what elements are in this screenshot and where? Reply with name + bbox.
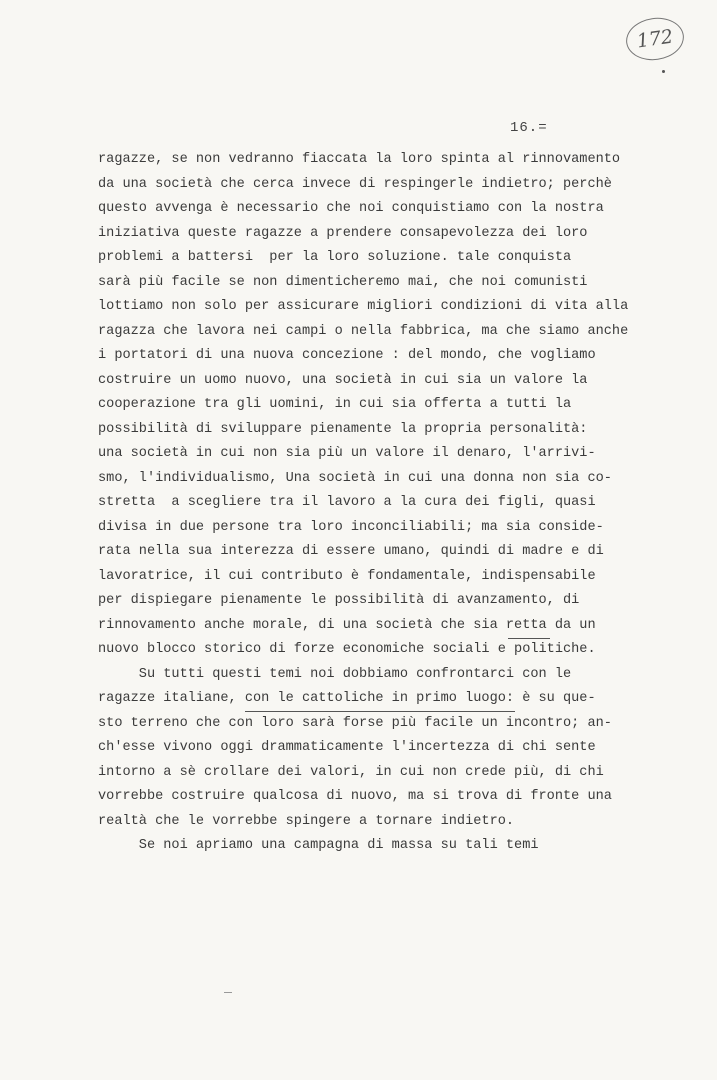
- text-line: i portatori di una nuova concezione : del mondo, che vogliamo: [98, 348, 596, 363]
- text-line: Se noi apriamo una campagna di massa su tali temi: [98, 838, 539, 853]
- ink-mark: [662, 70, 665, 73]
- text-line: vorrebbe costruire qualcosa di nuovo, ma si trova di fronte una: [98, 789, 612, 804]
- archive-stamp: [623, 14, 686, 64]
- archive-stamp-number: 172: [635, 25, 675, 53]
- text-line: rinnovamento anche morale, di una società che sia retta da un: [98, 617, 596, 633]
- text-line: per dispiegare pienamente le possibilità di avanzamento, di: [98, 593, 580, 608]
- underline-retta: [508, 638, 550, 639]
- text-line: iniziativa queste ragazze a prendere consapevolezza dei loro: [98, 225, 588, 241]
- text-line: Su tutti questi temi noi dobbiamo confrontarci con le: [98, 666, 572, 682]
- body-text: [98, 148, 658, 859]
- text-line: ragazza che lavora nei campi o nella fabbrica, ma che siamo anche: [98, 323, 629, 339]
- text-line: una società in cui non sia più un valore il denaro, l'arrivi-: [98, 446, 596, 461]
- text-line: nuovo blocco storico di forze economiche sociali e politiche.: [98, 642, 596, 657]
- text-line: da una società che cerca invece di respingerle indietro; perchè: [98, 176, 612, 192]
- text-line: cooperazione tra gli uomini, in cui sia offerta a tutti la: [98, 397, 572, 412]
- text-line: stretta a scegliere tra il lavoro a la cura dei figli, quasi: [98, 495, 596, 510]
- underline-cattoliche: [245, 711, 515, 712]
- text-line: lottiamo non solo per assicurare migliori condizioni di vita alla: [98, 299, 629, 314]
- text-line: questo avvenga è necessario che noi conquistiamo con la nostra: [98, 201, 604, 216]
- text-line: costruire un uomo nuovo, una società in cui sia un valore la: [98, 372, 588, 388]
- text-line: ragazze, se non vedranno fiaccata la loro spinta al rinnovamento: [98, 152, 621, 167]
- text-line: rata nella sua interezza di essere umano, quindi di madre e di: [98, 544, 604, 559]
- text-line: divisa in due persone tra loro inconciliabili; ma sia conside-: [98, 519, 604, 535]
- text-line: sto terreno che con loro sarà forse più facile un incontro; an-: [98, 715, 612, 731]
- text-line: ch'esse vivono oggi drammaticamente l'incertezza di chi sente: [98, 740, 596, 755]
- page-number: 16.=: [510, 120, 548, 136]
- text-line: realtà che le vorrebbe spingere a tornare indietro.: [98, 813, 515, 829]
- text-line: lavoratrice, il cui contributo è fondamentale, indispensabile: [98, 568, 596, 584]
- stray-mark: [224, 992, 232, 993]
- text-line: possibilità di sviluppare pienamente la propria personalità:: [98, 421, 588, 437]
- text-line: intorno a sè crollare dei valori, in cui non crede più, di chi: [98, 764, 604, 780]
- text-line: ragazze italiane, con le cattoliche in primo luogo: è su que-: [98, 691, 596, 706]
- text-line: smo, l'individualismo, Una società in cui una donna non sia co-: [98, 470, 612, 486]
- text-line: problemi a battersi per la loro soluzione. tale conquista: [98, 250, 572, 265]
- text-line: sarà più facile se non dimenticheremo mai, che noi comunisti: [98, 274, 588, 290]
